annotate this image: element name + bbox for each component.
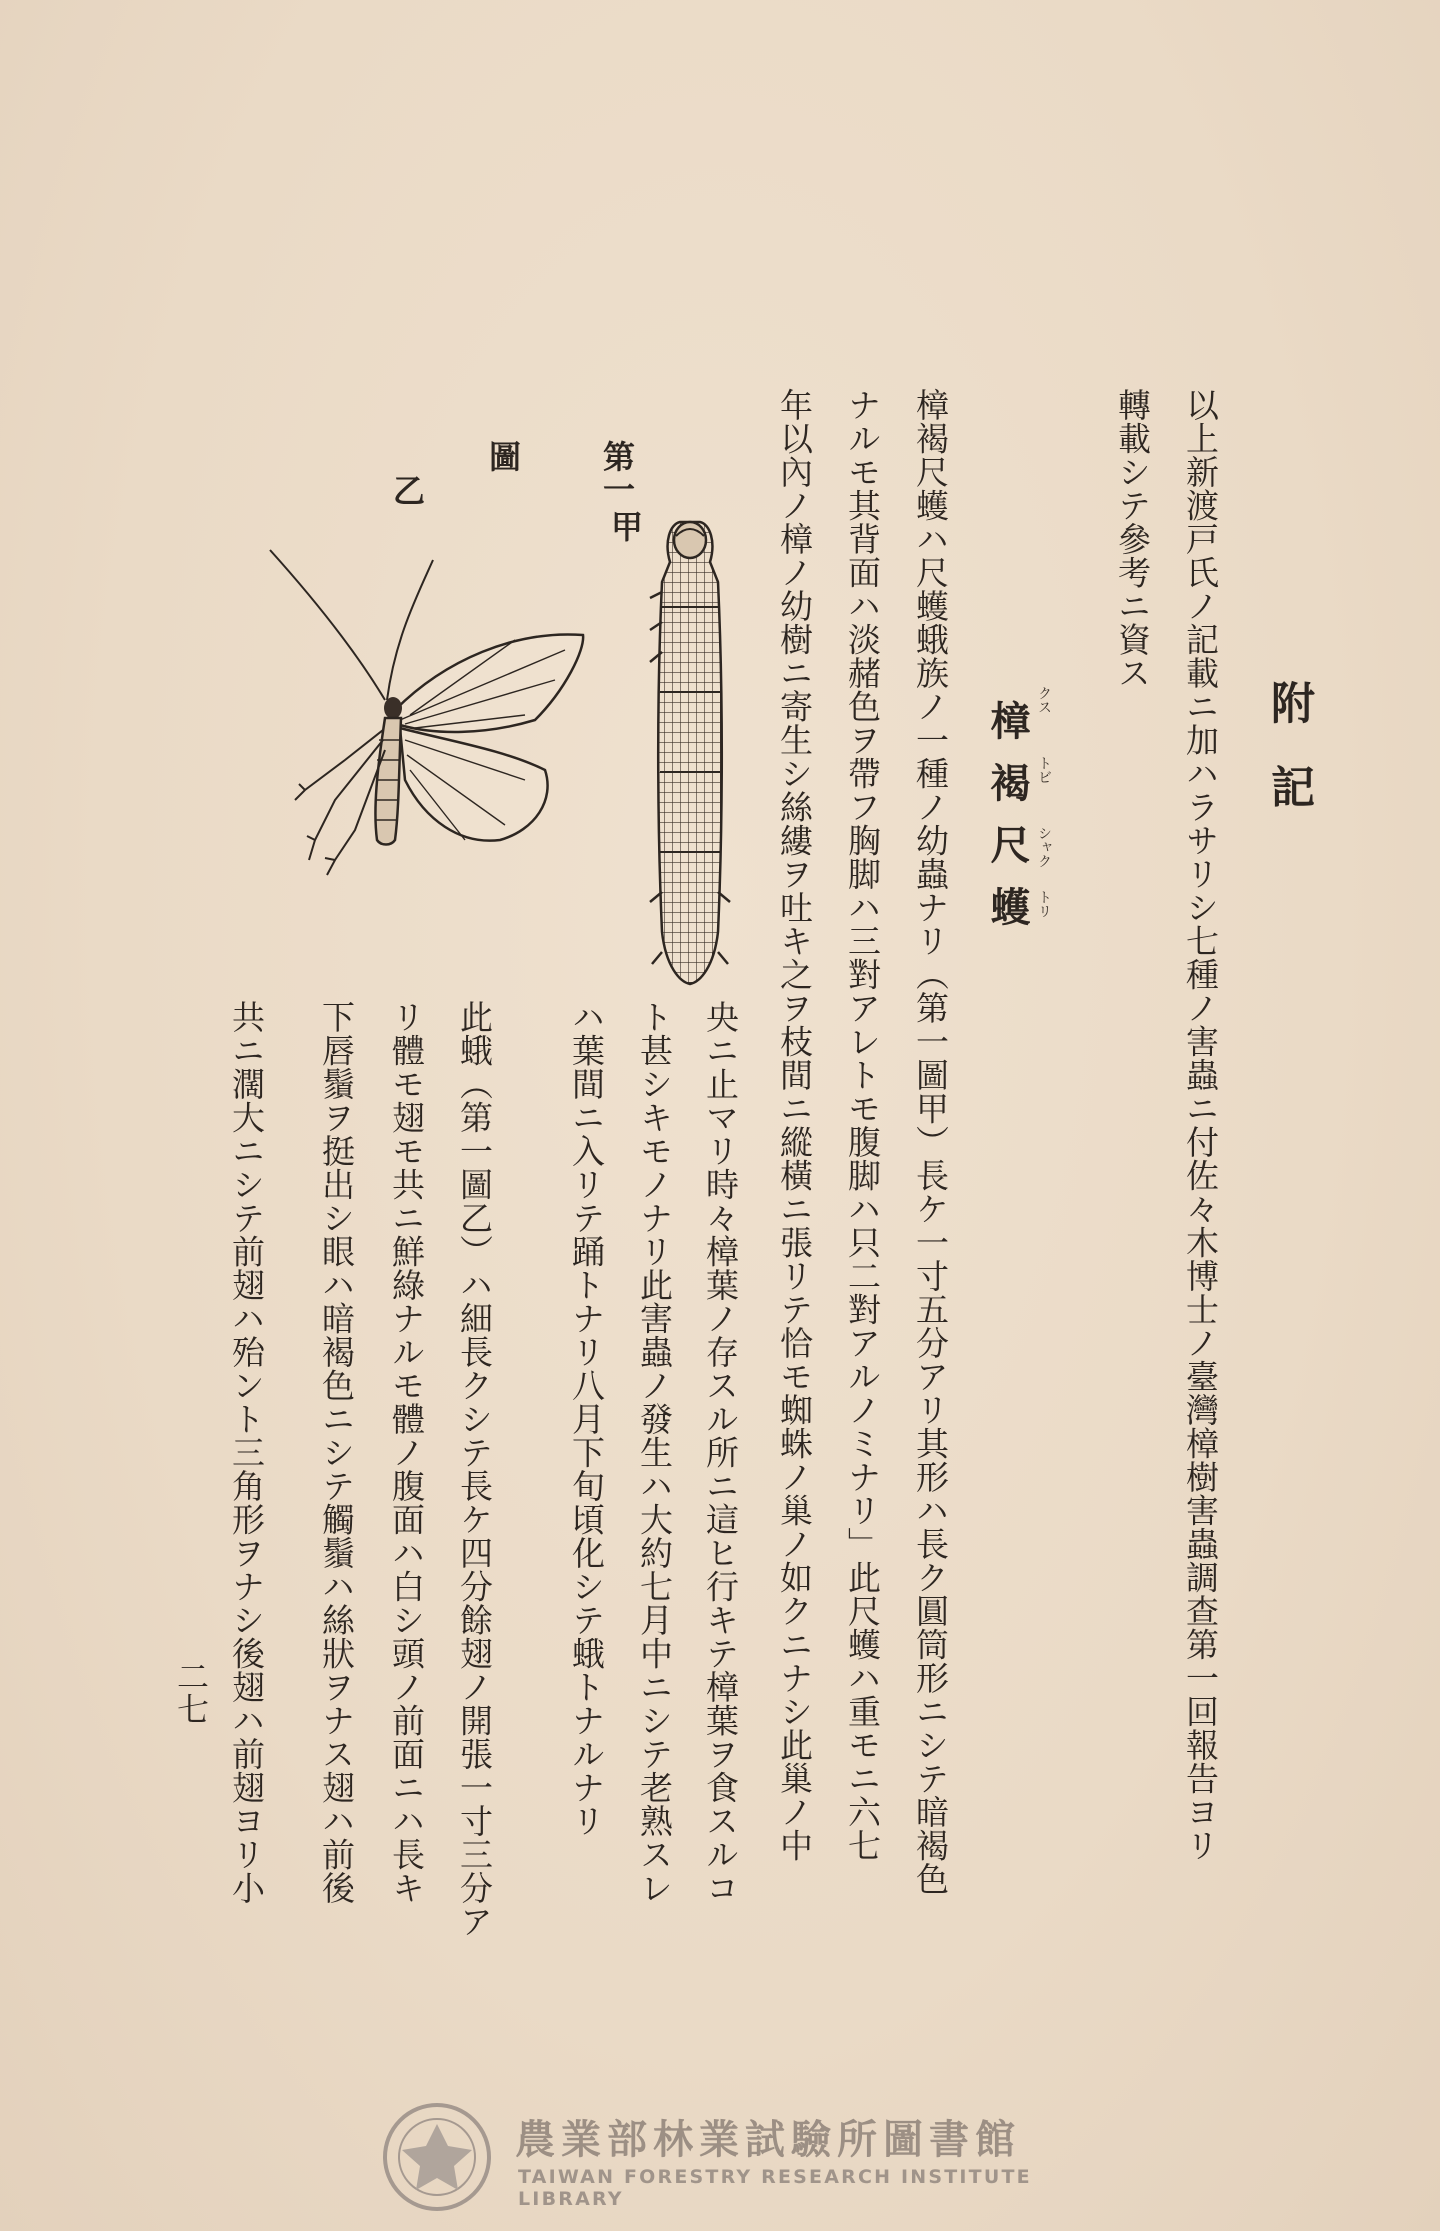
moth-illustration <box>265 540 595 880</box>
body-line-10: 共ニ濶大ニシテ前翅ハ殆ント三角形ヲナシ後翅ハ前翅ヨリ小 <box>227 1000 266 1905</box>
body-line-5: ト甚シキモノナリ此害蟲ノ發生ハ大約七月中ニシテ老熟スレ <box>635 1000 674 1905</box>
intro-line-2: 轉載シテ參考ニ資ス <box>1113 388 1152 690</box>
appendix-title: 附記 <box>1263 680 1314 848</box>
figure-label-number: 第一 <box>598 440 636 505</box>
body-line-2: ナルモ其背面ハ淡赭色ヲ帶フ胸脚ハ三對アレトモ腹脚ハ只二對アルノミナリ」此尺蠖ハ重モニ六七 <box>843 388 882 1862</box>
heading-furigana-2: トビ <box>1036 756 1052 784</box>
body-line-8: リ體モ翅モ共ニ鮮綠ナルモ體ノ腹面ハ白シ頭ノ前面ニハ長キ <box>387 1000 426 1905</box>
heading-furigana-4: トリ <box>1036 890 1052 918</box>
heading-furigana-1: クス <box>1036 686 1052 714</box>
caterpillar-illustration <box>640 512 740 992</box>
body-line-3: 年以內ノ樟ノ幼樹ニ寄生シ絲縷ヲ吐キ之ヲ枝間ニ縱橫ニ張リテ恰モ蜘蛛ノ巢ノ如クニナシ此巢ノ中 <box>775 388 814 1862</box>
body-line-4: 央ニ止マリ時々樟葉ノ存スル所ニ這ヒ行キテ樟葉ヲ食スルコ <box>701 1000 740 1905</box>
intro-line-1: 以上新渡戸氏ノ記載ニ加ハラサリシ七種ノ害蟲ニ付佐々木博士ノ臺灣樟樹害蟲調查第一回報告ヨリ <box>1181 388 1220 1862</box>
body-line-1: 樟褐尺蠖ハ尺蠖蛾族ノ一種ノ幼蟲ナリ（第一圖甲）長ケ一寸五分アリ其形ハ長ク圓筒形ニシテ暗褐色 <box>911 388 950 1896</box>
heading-furigana-3: シャク <box>1036 826 1052 868</box>
library-watermark <box>380 2100 1100 2210</box>
library-name-chinese: 農業部林業試驗所圖書館 <box>515 2117 1021 2163</box>
figure-label-a: 甲 <box>606 510 644 543</box>
figure-label-b: 乙 <box>388 474 426 507</box>
page-number: 二七 <box>172 1660 210 1725</box>
library-seal-icon <box>380 2100 495 2215</box>
body-line-9: 下唇鬚ヲ挺出シ眼ハ暗褐色ニシテ觸鬚ハ絲狀ヲナス翅ハ前後 <box>317 1000 356 1905</box>
body-line-6: ハ葉間ニ入リテ踊トナリ八月下旬頃化シテ蛾トナルナリ <box>567 1000 606 1838</box>
body-line-7: 此蛾（第一圖乙）ハ細長クシテ長ケ四分餘翅ノ開張一寸三分ア <box>455 1000 494 1938</box>
figure-label-suffix: 圖 <box>484 440 522 473</box>
library-name-english: TAIWAN FORESTRY RESEARCH INSTITUTE LIBRARY <box>518 2166 1032 2210</box>
section-heading: 樟褐尺蠖 <box>984 700 1031 948</box>
